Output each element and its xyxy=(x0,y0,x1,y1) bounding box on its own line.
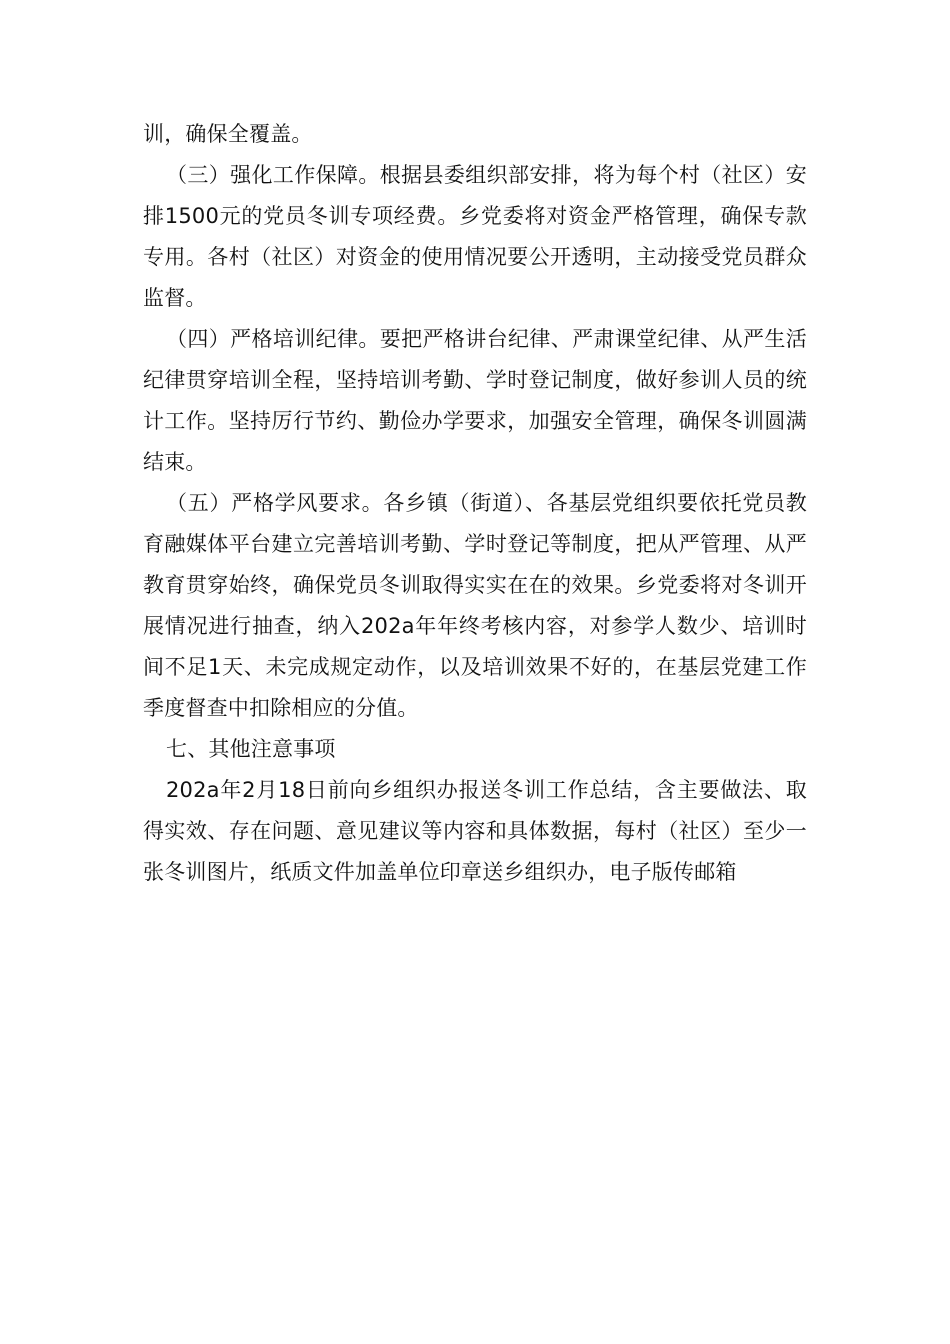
paragraph-training-discipline: （四）严格培训纪律。要把严格讲台纪律、严肃课堂纪律、从严生活纪律贯穿培训全程，坚持培训考勤、学时登记制度，做好参训人员的统计工作。坚持厉行节约、勤俭办学要求，加强安全管理，确保冬训圆满结束。 xyxy=(143,327,807,474)
paragraph-work-guarantee: （三）强化工作保障。根据县委组织部安排，将为每个村（社区）安排1500元的党员冬训专项经费。乡党委将对资金严格管理，确保专款专用。各村（社区）对资金的使用情况要公开透明，主动接受党员群众监督。 xyxy=(143,163,807,310)
document-body xyxy=(143,114,807,893)
paragraph-continuation: 训，确保全覆盖。 xyxy=(143,122,313,146)
section-heading-other-notes: 七、其他注意事项 xyxy=(166,737,336,761)
paragraph-study-style: （五）严格学风要求。各乡镇（街道）、各基层党组织要依托党员教育融媒体平台建立完善培训考勤、学时登记等制度，把从严管理、从严教育贯穿始终，确保党员冬训取得实实在在的效果。乡党委将对冬训开展情况进行抽查，纳入202a年年终考核内容，对参学人数少、培训时间不足1天、未完成规定动作，以及培训效果不好的，在基层党建工作季度督查中扣除相应的分值。 xyxy=(143,491,807,720)
paragraph-summary-submission: 202a年2月18日前向乡组织办报送冬训工作总结，含主要做法、取得实效、存在问题、意见建议等内容和具体数据，每村（社区）至少一张冬训图片，纸质文件加盖单位印章送乡组织办，电子版传邮箱 xyxy=(143,778,807,884)
